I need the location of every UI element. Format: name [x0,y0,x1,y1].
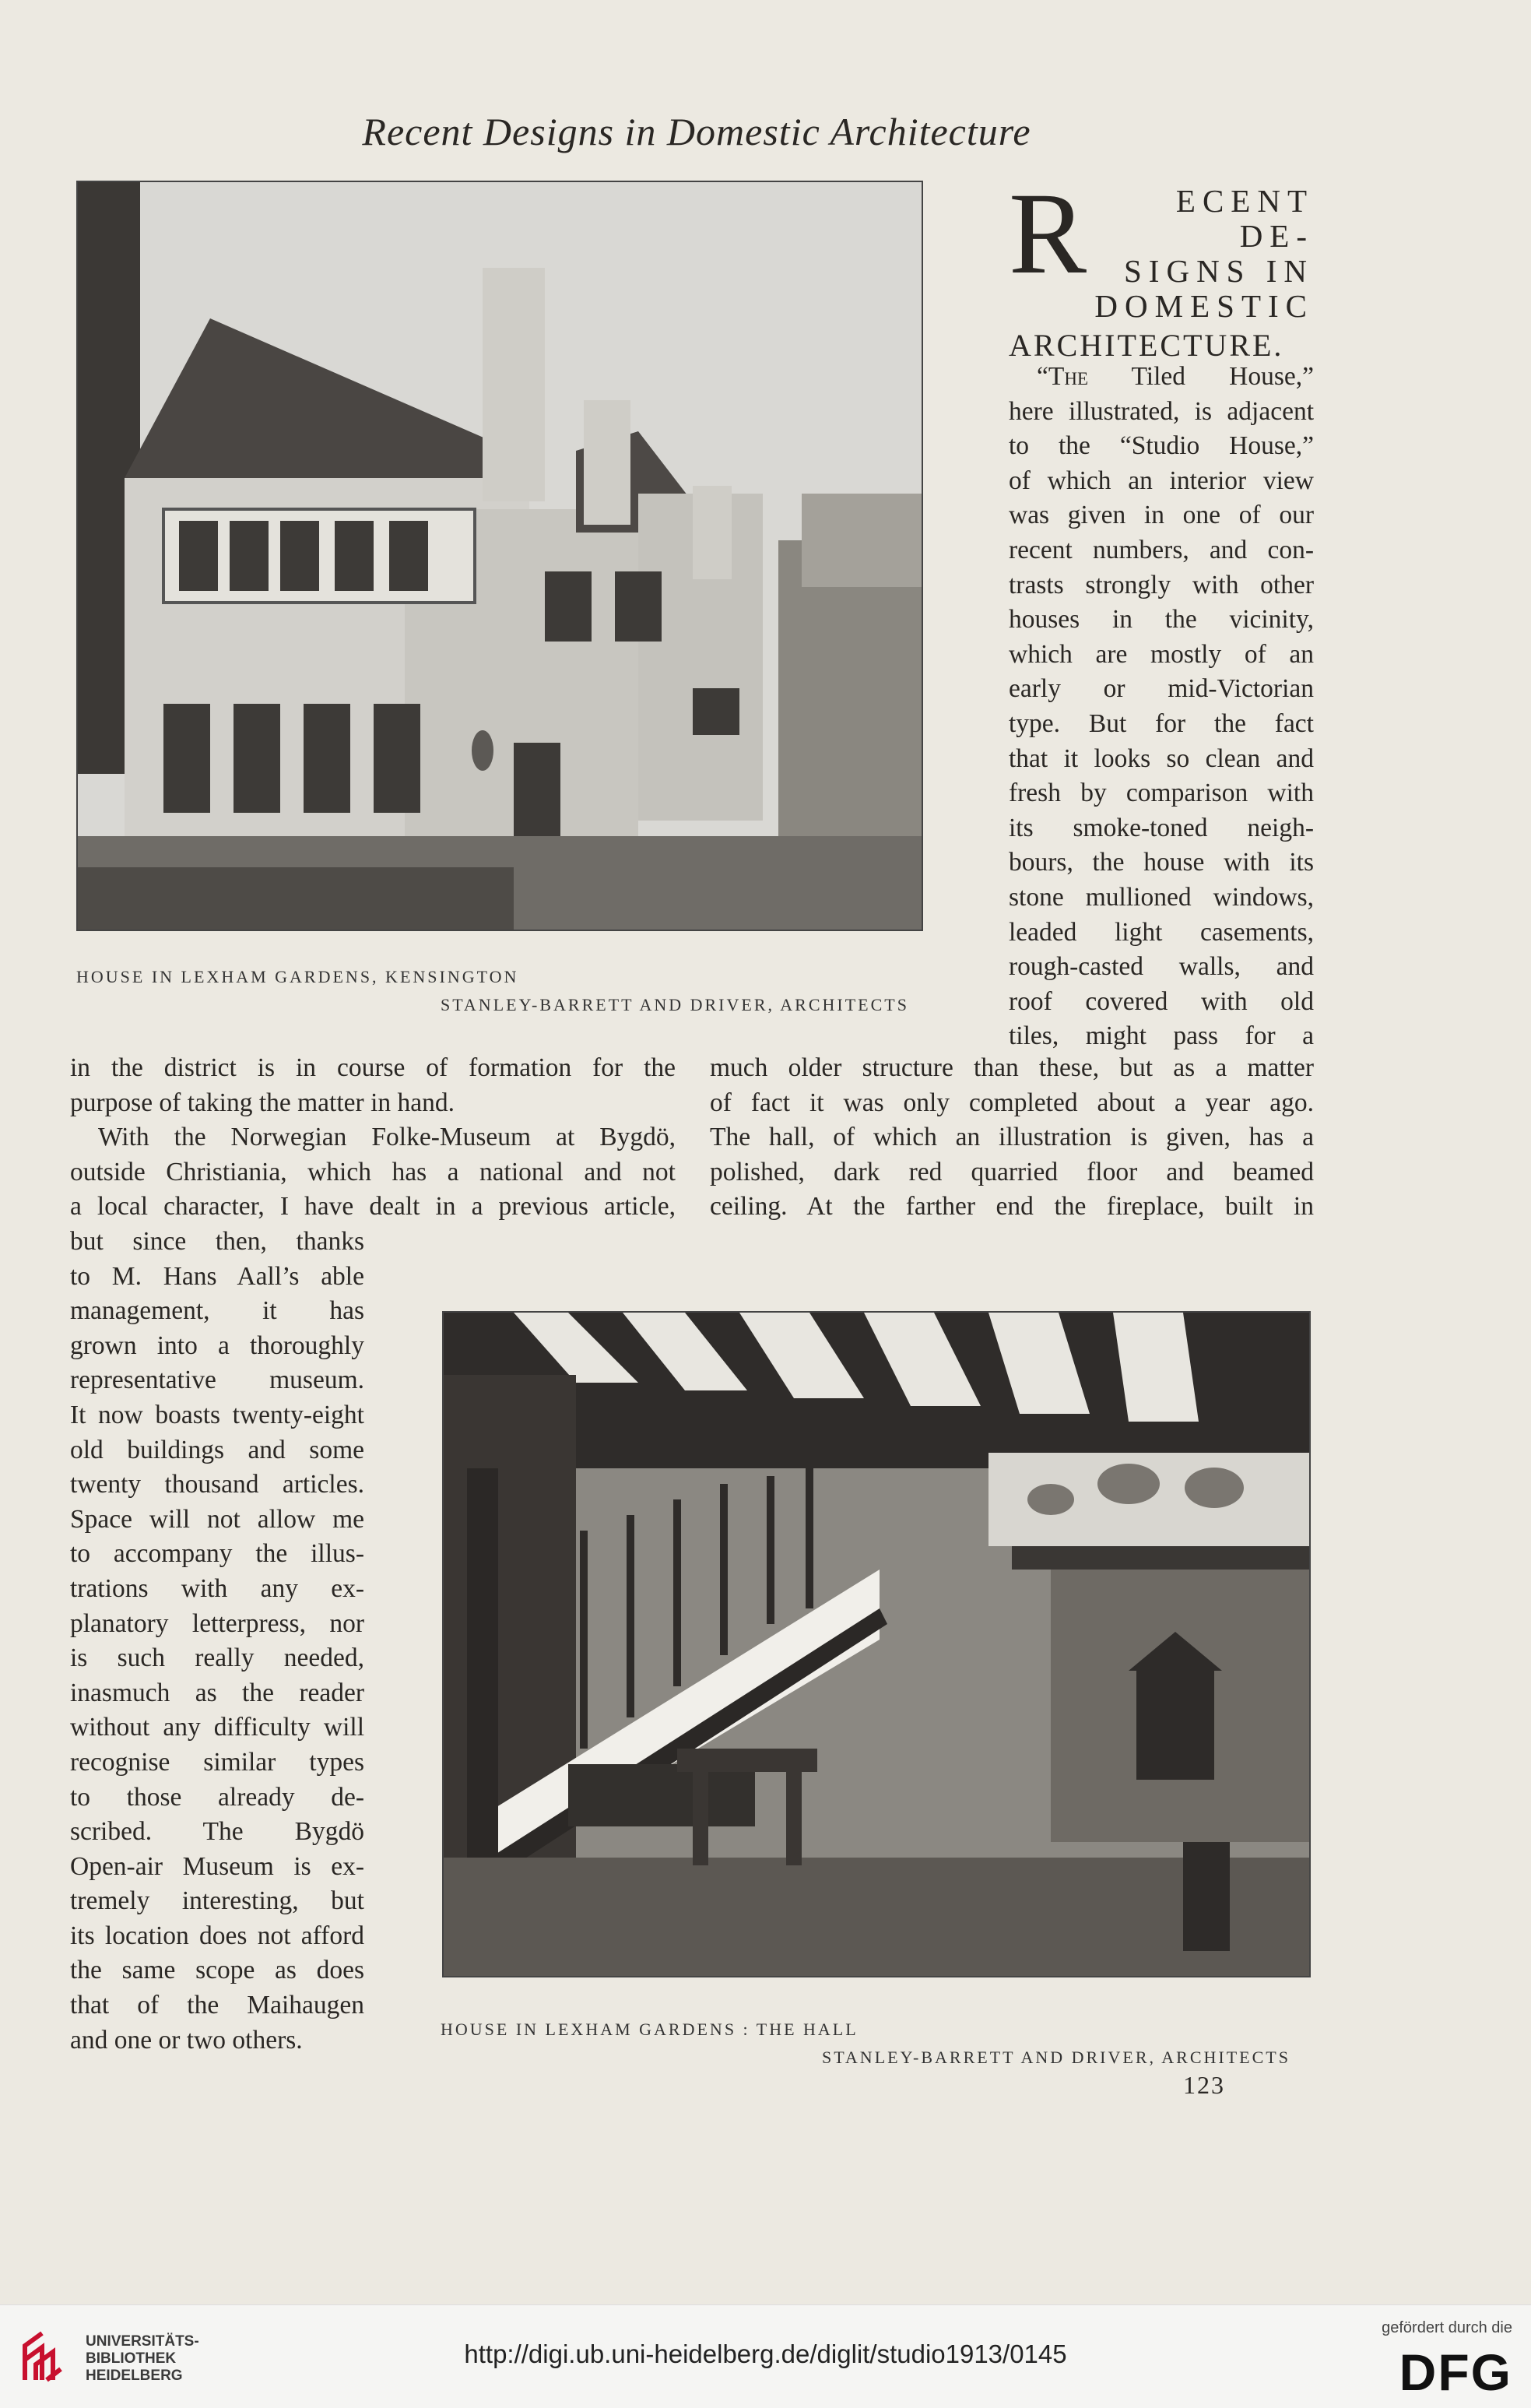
right-line: recent numbers, and con- [1009,535,1314,564]
title-line-2: SIGNS IN [1124,253,1314,289]
right-line: houses in the vicinity, [1009,605,1314,635]
right-line: its smoke-toned neigh- [1009,813,1314,842]
right-line: here illustrated, is adjacent [1009,396,1314,426]
title-line-1: ECENT DE- [1175,183,1314,254]
narrow-line: to M. Hans Aall’s able [70,1261,364,1291]
right-line: rough-casted walls, and [1009,952,1314,982]
digitization-footer [0,2304,1531,2408]
narrow-line: to accompany the illus- [70,1539,364,1569]
narrow-line: Space will not allow me [70,1504,364,1534]
right-line: bours, the house with its [1009,848,1314,877]
right-line: was given in one of our [1009,501,1314,530]
middle-line: much older structure than these, but as a matter [710,1053,1314,1082]
left-line: outside Christiania, which has a national and not [70,1157,676,1186]
left-line: With the Norwegian Folke-Museum at Bygdö, [98,1123,676,1152]
right-line: type. But for the fact [1009,708,1314,738]
left-line: in the district is in course of formation for the [70,1053,676,1082]
right-line: which are mostly of an [1009,639,1314,669]
middle-column-text [710,1051,1314,1225]
narrow-line: without any difficulty will [70,1713,364,1742]
left-line: a local character, I have dealt in a previous article, [70,1192,676,1222]
funded-by-label: gefördert durch die [1382,2319,1512,2336]
right-column-text [1009,360,1314,1054]
narrow-line: and one or two others. [70,2025,303,2055]
dfg-logo: DFG [1399,2343,1512,2401]
right-line: leaded light casements, [1009,917,1314,947]
running-head: Recent Designs in Domestic Architecture [362,110,1031,153]
library-name: UNIVERSITÄTS- BIBLIOTHEK HEIDELBERG [86,2333,199,2384]
photo1-caption-title: HOUSE IN LEXHAM GARDENS, KENSINGTON [76,967,519,986]
left-column-narrow-text [70,1225,364,2058]
narrow-line: grown into a thoroughly [70,1331,364,1360]
narrow-line: planatory letterpress, nor [70,1608,364,1638]
middle-line: The hall, of which an illustration is given, has a [710,1123,1314,1152]
middle-line: ceiling. At the farther end the fireplace, built in [710,1192,1314,1222]
photo2-caption-title: HOUSE IN LEXHAM GARDENS : THE HALL [441,2020,859,2039]
hall-interior-photo [442,1311,1311,1977]
right-line: early or mid-Victorian [1009,674,1314,704]
narrow-line: tremely interesting, but [70,1886,364,1916]
narrow-line: the same scope as does [70,1956,364,1985]
right-line: stone mullioned windows, [1009,882,1314,912]
narrow-line: trations with any ex- [70,1573,364,1603]
narrow-line: inasmuch as the reader [70,1678,364,1707]
narrow-line: It now boasts twenty-eight [70,1400,364,1429]
narrow-line: its location does not afford [70,1921,364,1950]
right-line-0: “The Tiled House,” [1037,362,1314,391]
left-column-top-text [70,1051,676,1225]
narrow-line: is such really needed, [70,1643,364,1673]
photo2-caption-architects: STANLEY-BARRETT AND DRIVER, ARCHITECTS [822,2048,1290,2067]
narrow-line: management, it has [70,1296,364,1326]
title-line-3: DOMESTIC [1094,288,1314,324]
narrow-line: twenty thousand articles. [70,1470,364,1499]
right-line: to the “Studio House,” [1009,431,1314,461]
title-line-4: ARCHITECTURE. [1009,328,1284,363]
narrow-line: Open-air Museum is ex- [70,1851,364,1881]
drop-cap: R [1009,169,1087,298]
narrow-line: but since then, thanks [70,1227,364,1256]
middle-line: polished, dark red quarried floor and beamed [710,1157,1314,1186]
middle-line: of fact it was only completed about a year ago. [710,1088,1314,1117]
narrow-line: recognise similar types [70,1747,364,1777]
narrow-line: that of the Maihaugen [70,1991,364,2020]
photo1-caption-architects: STANLEY-BARRETT AND DRIVER, ARCHITECTS [441,995,909,1014]
right-line: trasts strongly with other [1009,570,1314,599]
right-line: tiles, might pass for a [1009,1021,1314,1051]
narrow-line: old buildings and some [70,1435,364,1464]
narrow-line: scribed. The Bygdö [70,1817,364,1847]
right-line: of which an interior view [1009,466,1314,495]
digitization-url-link[interactable]: http://digi.ub.uni-heidelberg.de/diglit/studio1913/0145 [464,2339,1067,2368]
right-line: roof covered with old [1009,986,1314,1016]
house-exterior-photo [76,181,923,931]
left-line: purpose of taking the matter in hand. [70,1088,455,1117]
right-line: fresh by comparison with [1009,779,1314,808]
article-title [1009,169,1314,364]
page-number: 123 [1183,2071,1225,2099]
narrow-line: to those already de- [70,1782,364,1812]
narrow-line: representative museum. [70,1366,364,1395]
right-line: that it looks so clean and [1009,743,1314,773]
